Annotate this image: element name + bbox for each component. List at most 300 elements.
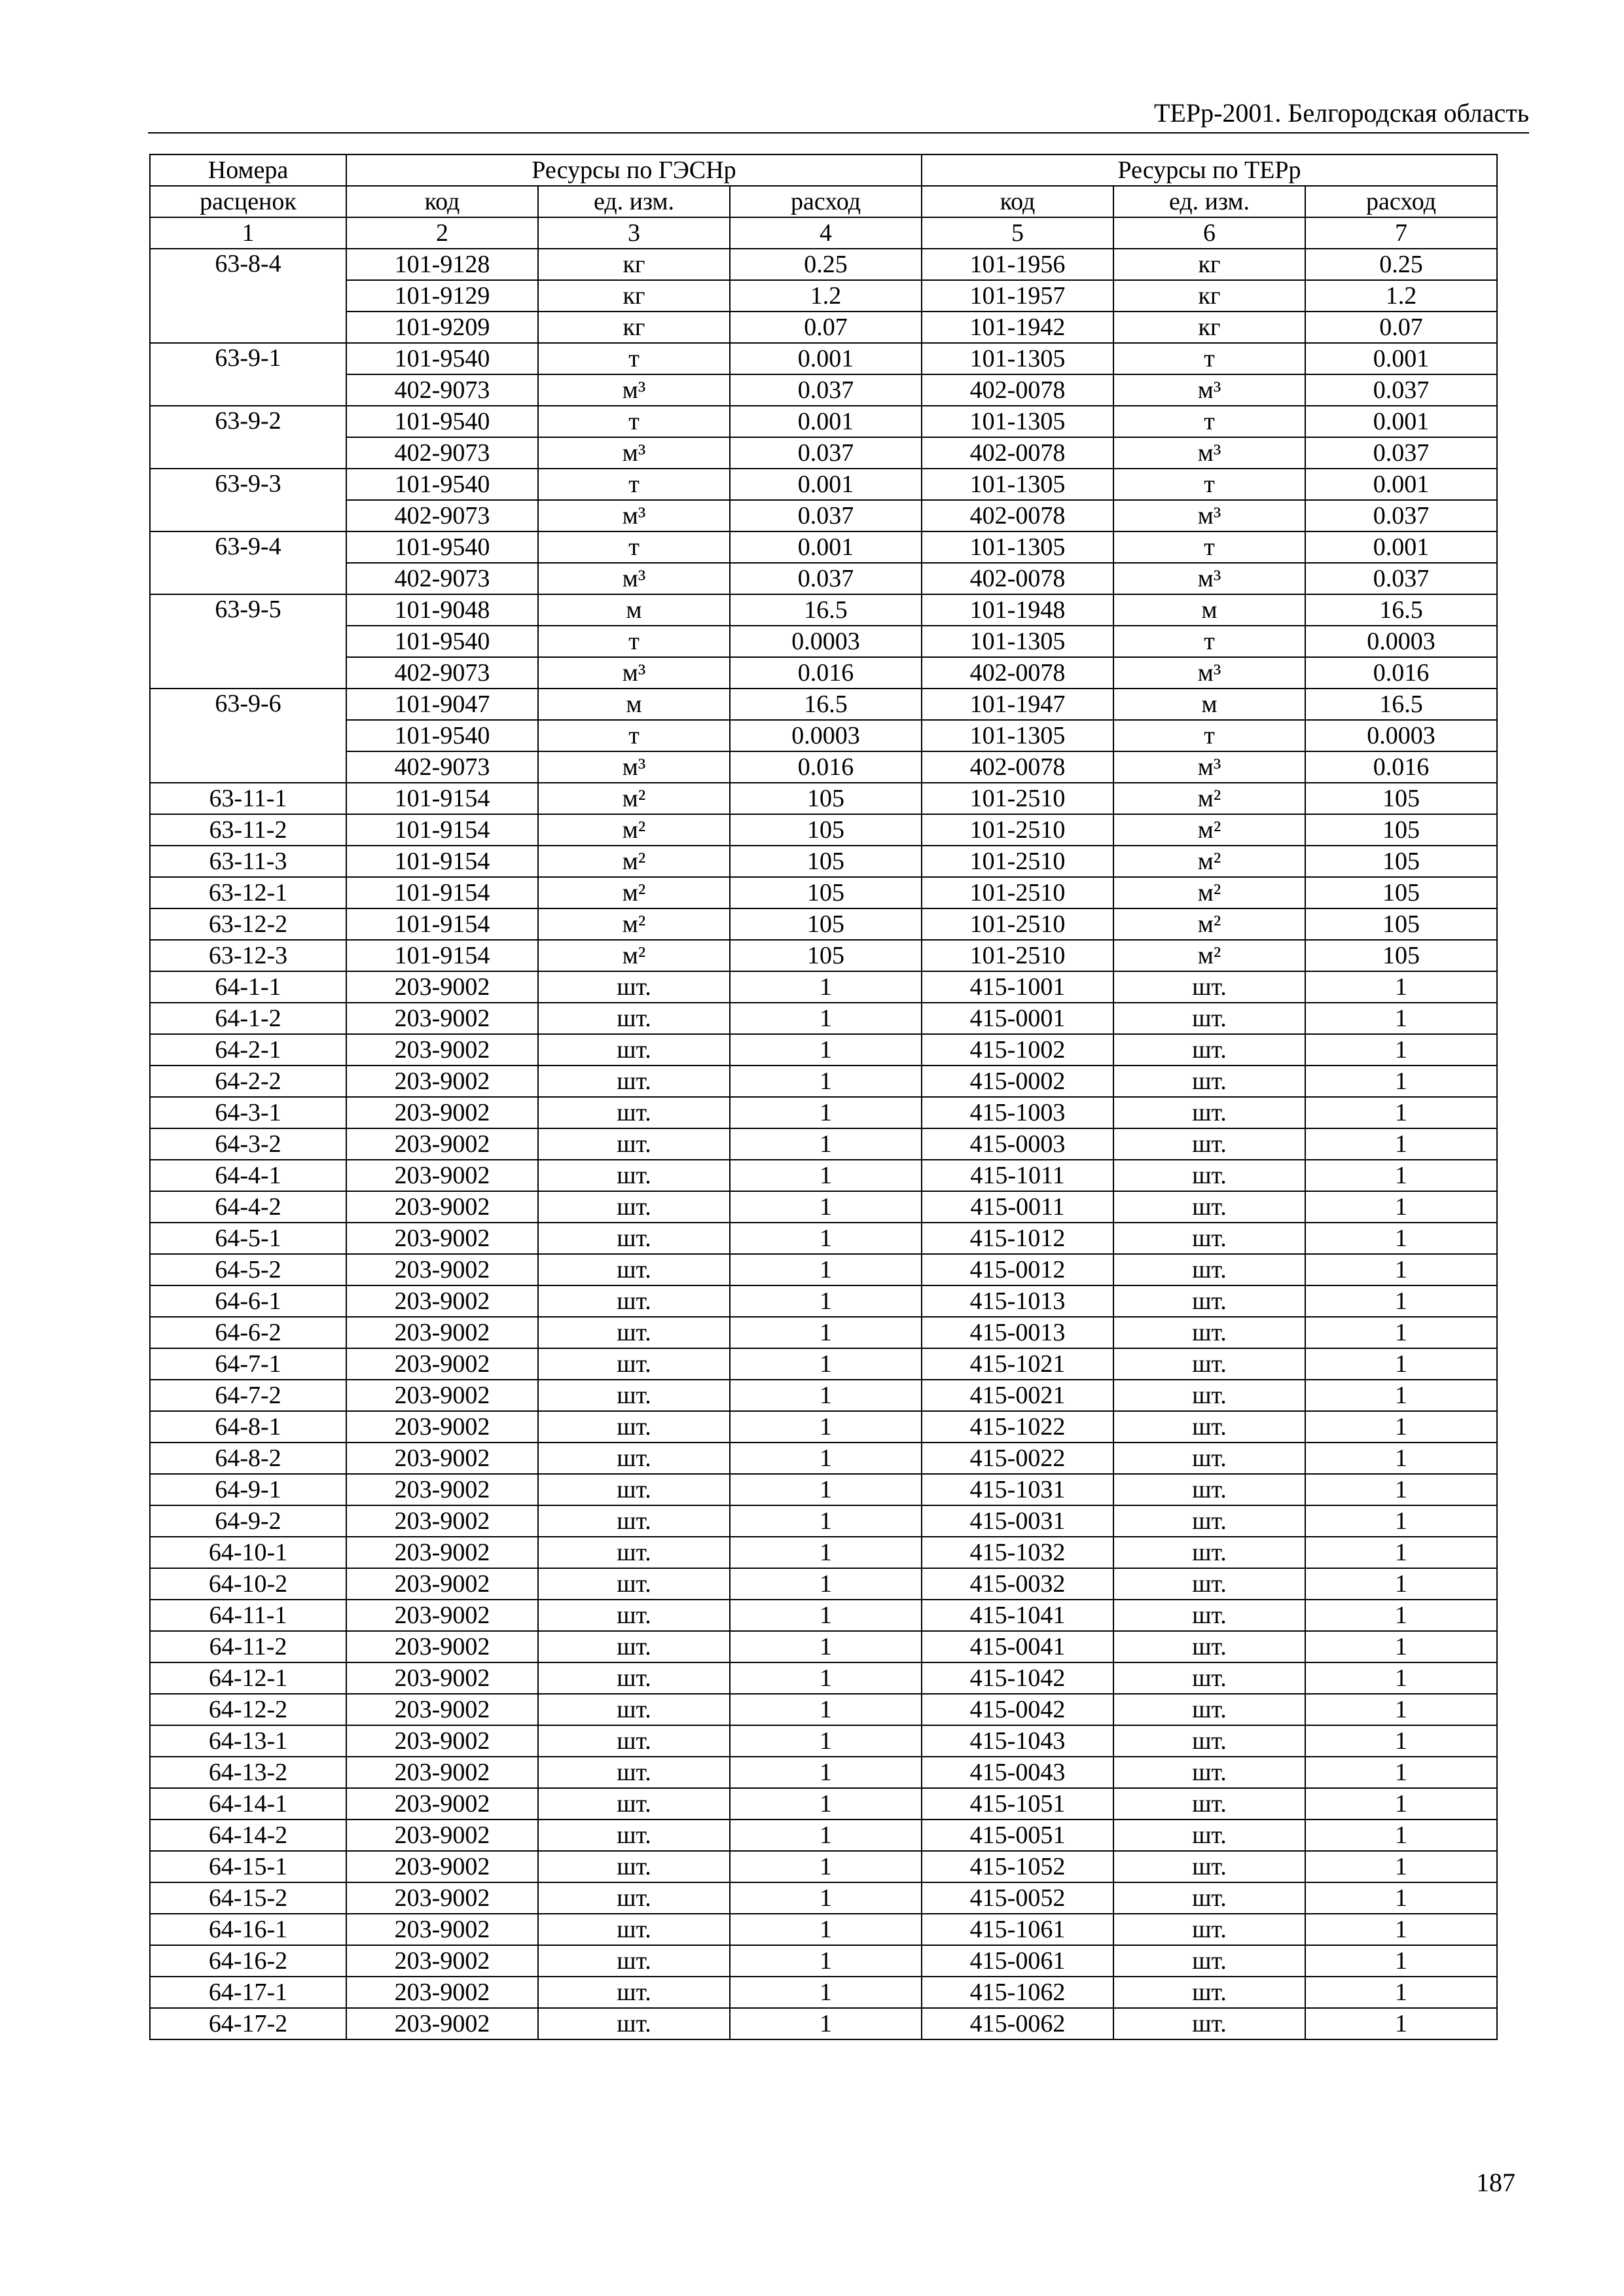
ter-unit-cell: шт. [1113, 1066, 1305, 1097]
gesn-code-cell: 101-9154 [346, 846, 538, 877]
gesn-unit-cell: т [538, 626, 730, 657]
rate-number-cell: 64-13-1 [150, 1725, 346, 1757]
ter-code-cell: 415-0061 [922, 1945, 1113, 1977]
rate-number-cell: 64-15-2 [150, 1882, 346, 1914]
gesn-consumption-cell: 0.001 [730, 343, 922, 374]
gesn-code-cell: 203-9002 [346, 1003, 538, 1034]
gesn-unit-cell: кг [538, 312, 730, 343]
table-row [150, 563, 1497, 594]
gesn-code-cell: 203-9002 [346, 1882, 538, 1914]
rate-number-cell: 63-9-6 [150, 689, 346, 783]
gesn-unit-cell: шт. [538, 1160, 730, 1191]
ter-code-cell: 101-2510 [922, 908, 1113, 940]
gesn-unit-cell: шт. [538, 1537, 730, 1568]
ter-consumption-cell: 1 [1305, 971, 1497, 1003]
ter-consumption-cell: 105 [1305, 814, 1497, 846]
gesn-consumption-cell: 0.016 [730, 751, 922, 783]
gesn-unit-cell: шт. [538, 1977, 730, 2008]
gesn-code-cell: 203-9002 [346, 1757, 538, 1788]
gesn-consumption-cell: 0.016 [730, 657, 922, 689]
gesn-code-cell: 203-9002 [346, 1411, 538, 1443]
ter-code-cell: 101-1305 [922, 720, 1113, 751]
rates-table [149, 154, 1498, 2040]
gesn-code-cell: 101-9129 [346, 280, 538, 312]
table-row [150, 814, 1497, 846]
gesn-unit-cell: м [538, 594, 730, 626]
rate-number-cell: 64-11-1 [150, 1600, 346, 1631]
ter-consumption-cell: 1 [1305, 1631, 1497, 1662]
ter-code-cell: 415-0062 [922, 2008, 1113, 2039]
gesn-unit-cell: шт. [538, 1851, 730, 1882]
ter-code-cell: 402-0078 [922, 657, 1113, 689]
gesn-consumption-cell: 1.2 [730, 280, 922, 312]
ter-consumption-cell: 0.001 [1305, 406, 1497, 437]
gesn-unit-cell: м² [538, 814, 730, 846]
gesn-code-cell: 402-9073 [346, 751, 538, 783]
gesn-consumption-cell: 0.037 [730, 374, 922, 406]
header-row-groups [150, 154, 1497, 186]
gesn-code-cell: 203-9002 [346, 1380, 538, 1411]
table-row [150, 1443, 1497, 1474]
table-row [150, 1725, 1497, 1757]
ter-consumption-cell: 1 [1305, 1191, 1497, 1223]
gesn-consumption-cell: 1 [730, 1380, 922, 1411]
ter-code-cell: 101-1956 [922, 249, 1113, 280]
column-number: 1 [150, 217, 346, 249]
table-row [150, 1003, 1497, 1034]
header-row-numbers [150, 217, 1497, 249]
ter-code-cell: 101-1305 [922, 343, 1113, 374]
ter-consumption-cell: 1 [1305, 1537, 1497, 1568]
ter-code-cell: 415-1022 [922, 1411, 1113, 1443]
gesn-consumption-cell: 16.5 [730, 689, 922, 720]
gesn-unit-cell: шт. [538, 1757, 730, 1788]
ter-unit-cell: м [1113, 689, 1305, 720]
ter-code-cell: 402-0078 [922, 751, 1113, 783]
gesn-code-cell: 402-9073 [346, 657, 538, 689]
gesn-unit-cell: шт. [538, 1003, 730, 1034]
table-row [150, 1285, 1497, 1317]
ter-unit-cell: т [1113, 406, 1305, 437]
gesn-code-cell: 203-9002 [346, 1537, 538, 1568]
ter-consumption-cell: 1 [1305, 1223, 1497, 1254]
ter-code-cell: 415-1012 [922, 1223, 1113, 1254]
gesn-consumption-cell: 1 [730, 1725, 922, 1757]
ter-consumption-cell: 1 [1305, 1066, 1497, 1097]
ter-unit-cell: шт. [1113, 1631, 1305, 1662]
table-row [150, 689, 1497, 720]
rate-number-cell: 63-11-2 [150, 814, 346, 846]
gesn-code-cell: 203-9002 [346, 1725, 538, 1757]
ter-consumption-cell: 105 [1305, 877, 1497, 908]
gesn-code-cell: 203-9002 [346, 1631, 538, 1662]
rate-number-cell: 64-16-2 [150, 1945, 346, 1977]
gesn-consumption-cell: 1 [730, 1191, 922, 1223]
column-number: 4 [730, 217, 922, 249]
gesn-code-cell: 101-9048 [346, 594, 538, 626]
rate-number-cell: 64-2-1 [150, 1034, 346, 1066]
ter-unit-cell: шт. [1113, 1317, 1305, 1348]
table-row [150, 2008, 1497, 2039]
gesn-consumption-cell: 1 [730, 1882, 922, 1914]
ter-consumption-cell: 1 [1305, 1725, 1497, 1757]
table-row [150, 1631, 1497, 1662]
ter-consumption-cell: 0.037 [1305, 374, 1497, 406]
gesn-code-cell: 203-9002 [346, 1254, 538, 1285]
gesn-consumption-cell: 1 [730, 1600, 922, 1631]
header-ter-code: код [922, 186, 1113, 217]
gesn-consumption-cell: 1 [730, 1505, 922, 1537]
ter-consumption-cell: 0.037 [1305, 500, 1497, 531]
rate-number-cell: 63-9-4 [150, 531, 346, 594]
ter-consumption-cell: 0.001 [1305, 531, 1497, 563]
gesn-consumption-cell: 1 [730, 1254, 922, 1285]
table-body [150, 249, 1497, 2039]
gesn-code-cell: 203-9002 [346, 1662, 538, 1694]
ter-code-cell: 101-1305 [922, 469, 1113, 500]
table-row [150, 1662, 1497, 1694]
ter-code-cell: 415-1062 [922, 1977, 1113, 2008]
gesn-code-cell: 203-9002 [346, 1694, 538, 1725]
table-header [150, 154, 1497, 249]
ter-consumption-cell: 1 [1305, 1694, 1497, 1725]
table-row [150, 1223, 1497, 1254]
table-row [150, 1882, 1497, 1914]
ter-consumption-cell: 1 [1305, 1757, 1497, 1788]
rate-number-cell: 64-12-1 [150, 1662, 346, 1694]
column-number: 7 [1305, 217, 1497, 249]
gesn-unit-cell: т [538, 469, 730, 500]
gesn-unit-cell: шт. [538, 1348, 730, 1380]
rate-number-cell: 64-1-1 [150, 971, 346, 1003]
gesn-consumption-cell: 1 [730, 1820, 922, 1851]
gesn-consumption-cell: 1 [730, 1285, 922, 1317]
ter-code-cell: 415-1051 [922, 1788, 1113, 1820]
rate-number-cell: 64-6-1 [150, 1285, 346, 1317]
gesn-consumption-cell: 1 [730, 1914, 922, 1945]
ter-consumption-cell: 1 [1305, 1945, 1497, 1977]
gesn-code-cell: 203-9002 [346, 1034, 538, 1066]
gesn-consumption-cell: 1 [730, 1411, 922, 1443]
ter-code-cell: 415-0021 [922, 1380, 1113, 1411]
ter-consumption-cell: 1 [1305, 1662, 1497, 1694]
rate-number-cell: 64-13-2 [150, 1757, 346, 1788]
ter-unit-cell: шт. [1113, 1505, 1305, 1537]
ter-unit-cell: шт. [1113, 1851, 1305, 1882]
header-row-sub [150, 186, 1497, 217]
ter-consumption-cell: 1 [1305, 1285, 1497, 1317]
gesn-unit-cell: м² [538, 877, 730, 908]
table-row [150, 1757, 1497, 1788]
gesn-unit-cell: шт. [538, 1097, 730, 1128]
ter-unit-cell: шт. [1113, 1411, 1305, 1443]
table-row [150, 1097, 1497, 1128]
ter-code-cell: 101-2510 [922, 877, 1113, 908]
ter-consumption-cell: 1 [1305, 1505, 1497, 1537]
gesn-unit-cell: кг [538, 280, 730, 312]
gesn-code-cell: 101-9540 [346, 626, 538, 657]
gesn-consumption-cell: 1 [730, 1034, 922, 1066]
ter-unit-cell: м³ [1113, 500, 1305, 531]
ter-unit-cell: шт. [1113, 1003, 1305, 1034]
gesn-unit-cell: шт. [538, 1474, 730, 1505]
table-row [150, 1505, 1497, 1537]
gesn-unit-cell: шт. [538, 1223, 730, 1254]
table-row [150, 1945, 1497, 1977]
rate-number-cell: 64-5-2 [150, 1254, 346, 1285]
gesn-unit-cell: шт. [538, 1505, 730, 1537]
gesn-code-cell: 101-9540 [346, 469, 538, 500]
table-row [150, 1977, 1497, 2008]
table-row [150, 531, 1497, 563]
ter-code-cell: 101-2510 [922, 940, 1113, 971]
ter-consumption-cell: 0.0003 [1305, 720, 1497, 751]
header-group-ter: Ресурсы по ТЕРр [922, 154, 1497, 186]
gesn-code-cell: 203-9002 [346, 2008, 538, 2039]
ter-unit-cell: м³ [1113, 437, 1305, 469]
ter-code-cell: 415-0013 [922, 1317, 1113, 1348]
rate-number-cell: 64-10-1 [150, 1537, 346, 1568]
header-group-gesn: Ресурсы по ГЭСНр [346, 154, 922, 186]
ter-code-cell: 415-1001 [922, 971, 1113, 1003]
ter-consumption-cell: 1 [1305, 1160, 1497, 1191]
gesn-unit-cell: шт. [538, 1568, 730, 1600]
gesn-code-cell: 203-9002 [346, 1945, 538, 1977]
table-row [150, 1348, 1497, 1380]
table-row [150, 846, 1497, 877]
ter-unit-cell: шт. [1113, 1097, 1305, 1128]
gesn-unit-cell: шт. [538, 2008, 730, 2039]
gesn-code-cell: 203-9002 [346, 1285, 538, 1317]
ter-code-cell: 415-1052 [922, 1851, 1113, 1882]
gesn-code-cell: 203-9002 [346, 1097, 538, 1128]
ter-code-cell: 101-1948 [922, 594, 1113, 626]
header-rule [148, 132, 1529, 134]
ter-unit-cell: шт. [1113, 1474, 1305, 1505]
gesn-code-cell: 203-9002 [346, 1474, 538, 1505]
ter-consumption-cell: 1 [1305, 2008, 1497, 2039]
table-row [150, 1914, 1497, 1945]
ter-unit-cell: шт. [1113, 1128, 1305, 1160]
ter-consumption-cell: 0.001 [1305, 343, 1497, 374]
ter-consumption-cell: 1 [1305, 1097, 1497, 1128]
rate-number-cell: 64-17-1 [150, 1977, 346, 2008]
gesn-unit-cell: шт. [538, 1066, 730, 1097]
table-row [150, 1066, 1497, 1097]
ter-consumption-cell: 0.001 [1305, 469, 1497, 500]
ter-unit-cell: шт. [1113, 1694, 1305, 1725]
ter-consumption-cell: 1 [1305, 1034, 1497, 1066]
table-row [150, 1034, 1497, 1066]
ter-consumption-cell: 0.016 [1305, 657, 1497, 689]
rate-number-cell: 64-15-1 [150, 1851, 346, 1882]
gesn-code-cell: 203-9002 [346, 971, 538, 1003]
gesn-code-cell: 101-9154 [346, 877, 538, 908]
ter-code-cell: 415-0052 [922, 1882, 1113, 1914]
table-row [150, 971, 1497, 1003]
gesn-consumption-cell: 0.037 [730, 500, 922, 531]
rate-number-cell: 64-2-2 [150, 1066, 346, 1097]
gesn-unit-cell: т [538, 531, 730, 563]
rate-number-cell: 63-11-1 [150, 783, 346, 814]
table-row [150, 1411, 1497, 1443]
gesn-code-cell: 101-9209 [346, 312, 538, 343]
ter-consumption-cell: 1 [1305, 1820, 1497, 1851]
gesn-unit-cell: шт. [538, 1034, 730, 1066]
ter-unit-cell: кг [1113, 249, 1305, 280]
ter-consumption-cell: 1 [1305, 1851, 1497, 1882]
gesn-code-cell: 101-9540 [346, 343, 538, 374]
gesn-consumption-cell: 0.037 [730, 437, 922, 469]
ter-unit-cell: шт. [1113, 1945, 1305, 1977]
gesn-consumption-cell: 1 [730, 1066, 922, 1097]
gesn-consumption-cell: 1 [730, 1757, 922, 1788]
ter-unit-cell: м³ [1113, 563, 1305, 594]
table-row [150, 343, 1497, 374]
ter-code-cell: 101-1305 [922, 626, 1113, 657]
rate-number-cell: 64-4-2 [150, 1191, 346, 1223]
table-row [150, 594, 1497, 626]
header-rate-numbers-line1: Номера [150, 154, 346, 186]
gesn-consumption-cell: 1 [730, 1348, 922, 1380]
ter-consumption-cell: 1 [1305, 1128, 1497, 1160]
gesn-unit-cell: м² [538, 908, 730, 940]
header-ter-unit: ед. изм. [1113, 186, 1305, 217]
ter-code-cell: 415-0002 [922, 1066, 1113, 1097]
table-row [150, 469, 1497, 500]
gesn-consumption-cell: 105 [730, 783, 922, 814]
ter-code-cell: 101-1942 [922, 312, 1113, 343]
ter-unit-cell: шт. [1113, 1788, 1305, 1820]
gesn-code-cell: 203-9002 [346, 1600, 538, 1631]
gesn-code-cell: 203-9002 [346, 1128, 538, 1160]
gesn-unit-cell: шт. [538, 1128, 730, 1160]
ter-code-cell: 101-1957 [922, 280, 1113, 312]
gesn-unit-cell: шт. [538, 1945, 730, 1977]
ter-consumption-cell: 16.5 [1305, 689, 1497, 720]
ter-unit-cell: т [1113, 343, 1305, 374]
gesn-consumption-cell: 0.0003 [730, 720, 922, 751]
gesn-consumption-cell: 0.037 [730, 563, 922, 594]
gesn-consumption-cell: 16.5 [730, 594, 922, 626]
ter-unit-cell: м [1113, 594, 1305, 626]
ter-consumption-cell: 1.2 [1305, 280, 1497, 312]
ter-unit-cell: шт. [1113, 1882, 1305, 1914]
gesn-consumption-cell: 0.001 [730, 531, 922, 563]
gesn-consumption-cell: 1 [730, 1788, 922, 1820]
gesn-unit-cell: м³ [538, 563, 730, 594]
ter-consumption-cell: 105 [1305, 908, 1497, 940]
gesn-unit-cell: шт. [538, 1317, 730, 1348]
column-number: 3 [538, 217, 730, 249]
table-row [150, 500, 1497, 531]
ter-unit-cell: кг [1113, 312, 1305, 343]
gesn-consumption-cell: 0.07 [730, 312, 922, 343]
rate-number-cell: 63-12-1 [150, 877, 346, 908]
gesn-consumption-cell: 105 [730, 908, 922, 940]
gesn-code-cell: 402-9073 [346, 437, 538, 469]
ter-unit-cell: м² [1113, 908, 1305, 940]
gesn-consumption-cell: 1 [730, 1003, 922, 1034]
table-row [150, 437, 1497, 469]
table-row [150, 751, 1497, 783]
column-number: 2 [346, 217, 538, 249]
table-row [150, 280, 1497, 312]
ter-code-cell: 415-0031 [922, 1505, 1113, 1537]
gesn-consumption-cell: 1 [730, 1128, 922, 1160]
gesn-consumption-cell: 1 [730, 1317, 922, 1348]
ter-code-cell: 415-1003 [922, 1097, 1113, 1128]
gesn-code-cell: 203-9002 [346, 1443, 538, 1474]
gesn-unit-cell: шт. [538, 1914, 730, 1945]
gesn-unit-cell: кг [538, 249, 730, 280]
gesn-code-cell: 203-9002 [346, 1160, 538, 1191]
gesn-unit-cell: м³ [538, 657, 730, 689]
rate-number-cell: 64-14-2 [150, 1820, 346, 1851]
gesn-unit-cell: шт. [538, 1820, 730, 1851]
ter-consumption-cell: 1 [1305, 1788, 1497, 1820]
ter-code-cell: 402-0078 [922, 563, 1113, 594]
gesn-code-cell: 203-9002 [346, 1505, 538, 1537]
ter-code-cell: 415-0001 [922, 1003, 1113, 1034]
gesn-unit-cell: м³ [538, 500, 730, 531]
rate-number-cell: 64-3-1 [150, 1097, 346, 1128]
ter-code-cell: 402-0078 [922, 437, 1113, 469]
rate-number-cell: 64-8-1 [150, 1411, 346, 1443]
gesn-consumption-cell: 1 [730, 1160, 922, 1191]
ter-code-cell: 415-0011 [922, 1191, 1113, 1223]
column-number: 5 [922, 217, 1113, 249]
ter-unit-cell: шт. [1113, 1223, 1305, 1254]
ter-unit-cell: шт. [1113, 1034, 1305, 1066]
gesn-code-cell: 101-9154 [346, 908, 538, 940]
ter-code-cell: 415-0003 [922, 1128, 1113, 1160]
ter-unit-cell: шт. [1113, 1537, 1305, 1568]
ter-unit-cell: шт. [1113, 971, 1305, 1003]
rate-number-cell: 63-9-2 [150, 406, 346, 469]
ter-unit-cell: м² [1113, 846, 1305, 877]
ter-consumption-cell: 1 [1305, 1474, 1497, 1505]
gesn-code-cell: 402-9073 [346, 500, 538, 531]
gesn-code-cell: 101-9540 [346, 720, 538, 751]
ter-code-cell: 402-0078 [922, 374, 1113, 406]
ter-unit-cell: шт. [1113, 2008, 1305, 2039]
header-gesn-code: код [346, 186, 538, 217]
gesn-consumption-cell: 1 [730, 1977, 922, 2008]
gesn-consumption-cell: 0.0003 [730, 626, 922, 657]
ter-code-cell: 415-0022 [922, 1443, 1113, 1474]
ter-consumption-cell: 0.016 [1305, 751, 1497, 783]
ter-code-cell: 402-0078 [922, 500, 1113, 531]
ter-unit-cell: м² [1113, 877, 1305, 908]
rate-number-cell: 63-8-4 [150, 249, 346, 343]
rate-number-cell: 63-12-2 [150, 908, 346, 940]
gesn-code-cell: 203-9002 [346, 1977, 538, 2008]
ter-code-cell: 101-2510 [922, 814, 1113, 846]
ter-consumption-cell: 105 [1305, 940, 1497, 971]
gesn-code-cell: 203-9002 [346, 1851, 538, 1882]
ter-code-cell: 415-0041 [922, 1631, 1113, 1662]
ter-unit-cell: т [1113, 531, 1305, 563]
gesn-unit-cell: м³ [538, 374, 730, 406]
running-header: ТЕРр-2001. Белгородская область [1153, 98, 1529, 128]
header-rate-numbers-line2: расценок [150, 186, 346, 217]
rate-number-cell: 64-14-1 [150, 1788, 346, 1820]
gesn-unit-cell: шт. [538, 1254, 730, 1285]
rate-number-cell: 64-9-2 [150, 1505, 346, 1537]
gesn-code-cell: 101-9047 [346, 689, 538, 720]
gesn-unit-cell: шт. [538, 1380, 730, 1411]
